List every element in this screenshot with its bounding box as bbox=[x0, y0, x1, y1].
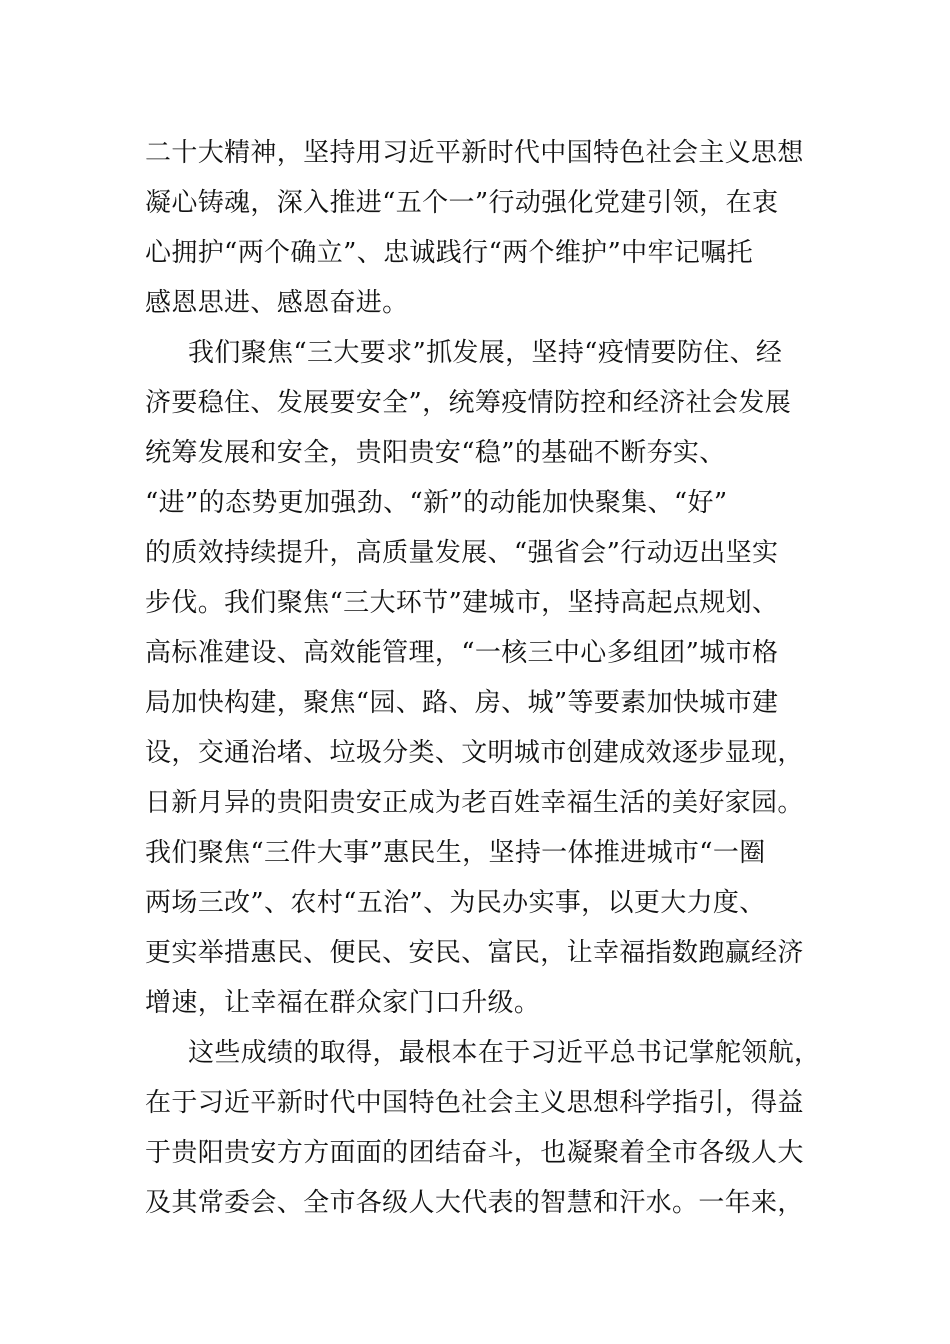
text-line: 统筹发展和安全，贵阳贵安“稳”的基础不断夯实、 bbox=[145, 438, 726, 468]
text-line: “进”的态势更加强劲、“新”的动能加快聚集、“好” bbox=[145, 488, 728, 518]
text-line: 这些成绩的取得，最根本在于习近平总书记掌舵领航， bbox=[188, 1038, 821, 1068]
text-line: 步伐。我们聚焦“三大环节”建城市，坚持高起点规划、 bbox=[145, 588, 779, 618]
text-line: 及其常委会、全市各级人大代表的智慧和汗水。一年来， bbox=[145, 1188, 804, 1218]
text-line: 于贵阳贵安方方面面的团结奋斗，也凝聚着全市各级人大 bbox=[145, 1138, 804, 1168]
text-line: 两场三改”、农村“五治”、为民办实事，以更大力度、 bbox=[145, 888, 766, 918]
paragraph-3 bbox=[145, 1028, 821, 1228]
text-line: 设，交通治堵、垃圾分类、文明城市创建成效逐步显现， bbox=[145, 738, 804, 768]
text-line: 凝心铸魂，深入推进“五个一”行动强化党建引领，在衷 bbox=[145, 188, 779, 218]
text-line: 局加快构建，聚焦“园、路、房、城”等要素加快城市建 bbox=[145, 688, 779, 718]
paragraph-2 bbox=[145, 328, 810, 1028]
text-line: 我们聚焦“三件大事”惠民生，坚持一体推进城市“一圈 bbox=[145, 838, 766, 868]
text-line: 济要稳住、发展要安全”，统筹疫情防控和经济社会发展 bbox=[145, 388, 792, 418]
paragraph-1 bbox=[145, 128, 810, 328]
text-line: 增速，让幸福在群众家门口升级。 bbox=[145, 988, 541, 1018]
text-line: 心拥护“两个确立”、忠诚践行“两个维护”中牢记嘱托 bbox=[145, 238, 753, 268]
text-line: 感恩思进、感恩奋进。 bbox=[145, 288, 409, 318]
text-line: 日新月异的贵阳贵安正成为老百姓幸福生活的美好家园。 bbox=[145, 788, 804, 818]
text-line: 的质效持续提升，高质量发展、“强省会”行动迈出坚实 bbox=[145, 538, 779, 568]
body-text bbox=[145, 128, 821, 1228]
text-line: 高标准建设、高效能管理，“一核三中心多组团”城市格 bbox=[145, 638, 779, 668]
text-line: 在于习近平新时代中国特色社会主义思想科学指引，得益 bbox=[145, 1088, 804, 1118]
text-line: 我们聚焦“三大要求”抓发展，坚持“疫情要防住、经 bbox=[188, 338, 783, 368]
text-line: 更实举措惠民、便民、安民、富民，让幸福指数跑赢经济 bbox=[145, 938, 804, 968]
text-line: 二十大精神，坚持用习近平新时代中国特色社会主义思想 bbox=[145, 138, 804, 168]
